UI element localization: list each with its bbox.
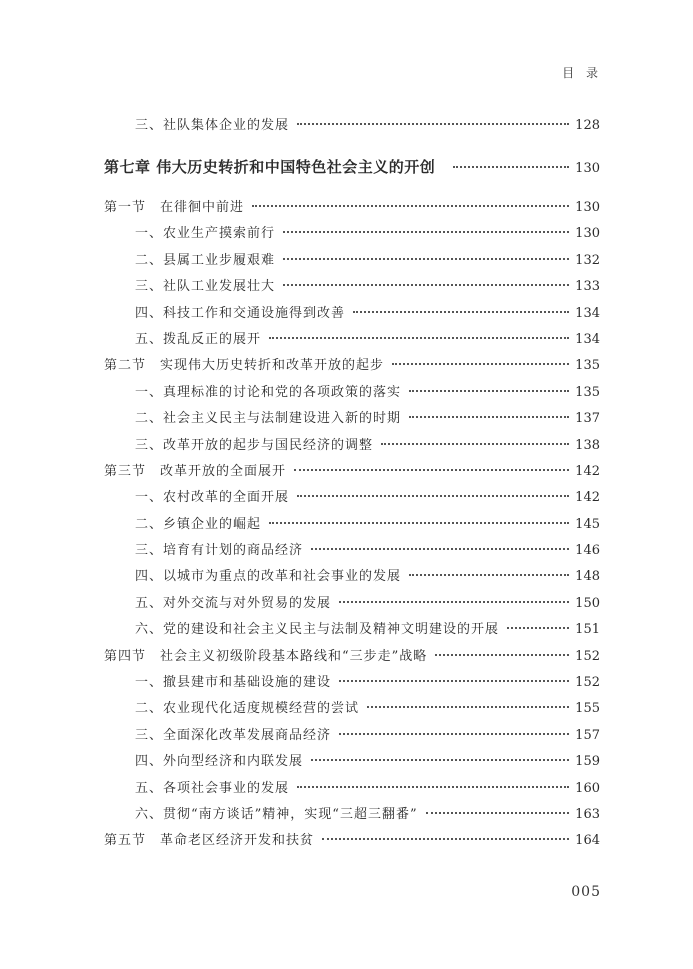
dot-leader (381, 443, 569, 445)
toc-entry[interactable] (104, 697, 600, 723)
dot-leader (311, 548, 569, 550)
section-page: 135 (575, 358, 600, 374)
dot-leader (269, 522, 569, 524)
toc-entry-page: 160 (575, 780, 600, 796)
toc-section[interactable] (104, 196, 600, 222)
section-number: 第二节 (104, 358, 147, 374)
dot-leader (297, 495, 569, 497)
dot-leader (409, 416, 569, 418)
toc-entry[interactable] (104, 750, 600, 776)
toc-entry-label: 五、各项社会事业的发展 (135, 780, 290, 796)
dot-leader (353, 311, 569, 313)
section-number: 第四节 (104, 648, 147, 664)
toc-entry-page: 157 (575, 727, 600, 743)
toc-entry[interactable] (104, 249, 600, 275)
chapter-title: 第七章 伟大历史转折和中国特色社会主义的开创 (104, 158, 436, 176)
section-title: 革命老区经济开发和扶贫 (160, 833, 315, 849)
dot-leader (283, 284, 569, 286)
dot-leader (426, 812, 570, 814)
page-number: 005 (571, 884, 601, 900)
toc-section[interactable] (104, 354, 600, 380)
dot-leader (283, 231, 569, 233)
toc-entry-page: 145 (575, 516, 600, 532)
toc-entry-page: 163 (575, 806, 600, 822)
toc-chapter-7[interactable] (104, 156, 600, 196)
toc-entry-page: 135 (575, 384, 600, 400)
toc-entry[interactable] (104, 565, 600, 591)
section-title: 社会主义初级阶段基本路线和“三步走”战略 (160, 648, 428, 664)
toc-entry[interactable] (104, 777, 600, 803)
toc-entry-label: 一、撤县建市和基础设施的建设 (135, 675, 332, 691)
toc-section[interactable] (104, 460, 600, 486)
toc-entry[interactable] (104, 328, 600, 354)
toc-entry[interactable] (104, 539, 600, 565)
section-page: 142 (575, 463, 600, 479)
section-page: 130 (575, 200, 600, 215)
dot-leader (297, 123, 569, 125)
section-page: 152 (575, 648, 600, 664)
toc-entry[interactable] (104, 671, 600, 697)
toc-entry-page: 146 (575, 543, 600, 559)
toc-entry-label: 三、社队集体企业的发展 (135, 118, 290, 133)
section-label (104, 829, 314, 848)
toc-section[interactable] (104, 645, 600, 671)
toc-entry-label: 二、社会主义民主与法制建设进入新的时期 (135, 411, 402, 427)
dot-leader (507, 627, 569, 629)
toc-entry-label: 二、农业现代化适度规模经营的尝试 (135, 701, 360, 717)
section-number: 第一节 (104, 200, 147, 215)
section-number: 第三节 (104, 463, 147, 479)
toc-entry-page: 148 (575, 569, 600, 585)
toc-entry-page: 132 (575, 252, 600, 268)
toc-entry-page: 134 (575, 305, 600, 321)
toc-entry-label: 四、以城市为重点的改革和社会事业的发展 (135, 569, 402, 585)
dot-leader (339, 733, 569, 735)
toc-entry-label: 一、农业生产摸索前行 (135, 226, 276, 242)
toc-entry-page: 151 (575, 622, 600, 638)
dot-leader (297, 786, 569, 788)
toc-entry-label: 三、社队工业发展壮大 (135, 279, 276, 295)
section-title: 改革开放的全面展开 (160, 463, 287, 479)
dot-leader (409, 574, 569, 576)
running-header: 目 录 (562, 66, 602, 80)
toc-entry-page: 155 (575, 701, 600, 717)
section-title: 实现伟大历史转折和改革开放的起步 (160, 358, 385, 374)
section-label (104, 460, 286, 479)
dot-leader (283, 258, 569, 260)
toc-entry-label: 四、外向型经济和内联发展 (135, 754, 304, 770)
toc-entry-label: 六、贯彻“南方谈话”精神，实现“三超三翻番” (135, 806, 418, 822)
section-number: 第五节 (104, 833, 147, 849)
toc-entry[interactable] (104, 803, 600, 829)
dot-leader (453, 166, 569, 168)
toc-entry-page: 152 (575, 675, 600, 691)
toc-entry-label: 三、培育有计划的商品经济 (135, 543, 304, 559)
toc-entry[interactable] (104, 434, 600, 460)
toc-entry-page: 130 (575, 226, 600, 242)
dot-leader (435, 654, 569, 656)
toc-entry[interactable] (104, 381, 600, 407)
toc-entry[interactable] (104, 592, 600, 618)
toc-entry-page: 137 (575, 411, 600, 427)
toc-section[interactable] (104, 829, 600, 855)
toc-entry[interactable] (104, 222, 600, 248)
section-title: 在徘徊中前进 (160, 200, 245, 215)
toc-entry-page: 142 (575, 490, 600, 506)
dot-leader (294, 469, 569, 471)
toc-entry-label: 三、全面深化改革发展商品经济 (135, 727, 332, 743)
toc-entry[interactable] (104, 275, 600, 301)
dot-leader (367, 706, 569, 708)
dot-leader (409, 390, 569, 392)
chapter-page: 130 (575, 161, 600, 176)
toc-entry-page: 134 (575, 331, 600, 347)
toc-sections (104, 196, 600, 856)
toc-entry-page: 159 (575, 754, 600, 770)
toc-entry-page: 128 (575, 118, 600, 133)
dot-leader (252, 205, 569, 207)
toc-entry[interactable] (104, 302, 600, 328)
dot-leader (322, 838, 569, 840)
toc-entry[interactable] (104, 513, 600, 539)
spacer (104, 140, 600, 156)
dot-leader (311, 759, 569, 761)
dot-leader (269, 337, 569, 339)
toc-entry-label: 二、县属工业步履艰难 (135, 252, 276, 268)
toc-entry[interactable] (104, 724, 600, 750)
toc-entry[interactable] (104, 618, 600, 644)
section-label (104, 645, 427, 664)
toc-entry[interactable] (104, 486, 600, 512)
toc-entry-label: 一、农村改革的全面开展 (135, 490, 290, 506)
dot-leader (339, 680, 569, 682)
toc-entry-label: 二、乡镇企业的崛起 (135, 516, 262, 532)
toc-entry-prev[interactable] (104, 114, 600, 140)
table-of-contents (104, 114, 600, 856)
toc-entry-page: 133 (575, 279, 600, 295)
section-page: 164 (575, 833, 600, 849)
toc-entry[interactable] (104, 407, 600, 433)
toc-entry-label: 六、党的建设和社会主义民主与法制及精神文明建设的开展 (135, 622, 500, 638)
toc-entry-label: 五、拨乱反正的展开 (135, 331, 262, 347)
section-label (104, 354, 384, 373)
toc-entry-label: 四、科技工作和交通设施得到改善 (135, 305, 346, 321)
toc-entry-page: 150 (575, 595, 600, 611)
toc-entry-label: 三、改革开放的起步与国民经济的调整 (135, 437, 374, 453)
dot-leader (392, 363, 569, 365)
section-label (104, 196, 244, 215)
toc-entry-label: 五、对外交流与对外贸易的发展 (135, 595, 332, 611)
dot-leader (339, 601, 569, 603)
toc-entry-page: 138 (575, 437, 600, 453)
toc-entry-label: 一、真理标准的讨论和党的各项政策的落实 (135, 384, 402, 400)
